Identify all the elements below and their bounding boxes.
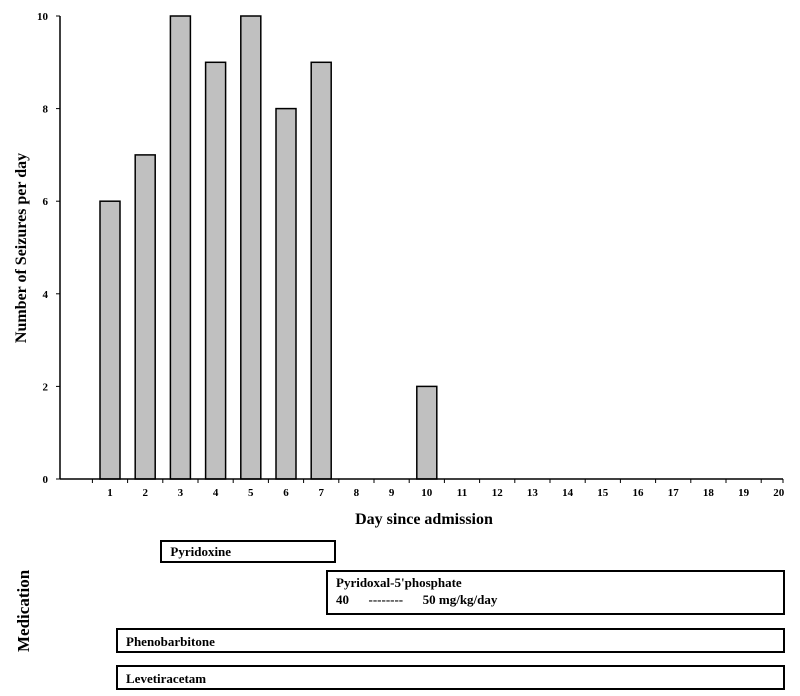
x-tick-label: 18 bbox=[702, 487, 714, 499]
x-tick-label: 4 bbox=[212, 487, 219, 499]
medication-label: Phenobarbitone bbox=[126, 634, 215, 649]
x-tick-label: 2 bbox=[142, 487, 148, 499]
y-tick-label: 10 bbox=[37, 11, 48, 23]
x-tick-label: 19 bbox=[738, 487, 750, 499]
x-tick-label: 17 bbox=[667, 487, 679, 499]
x-tick-label: 7 bbox=[318, 487, 324, 499]
x-tick-label: 11 bbox=[456, 487, 468, 499]
bar-day-5 bbox=[241, 16, 261, 479]
x-tick-label: 14 bbox=[562, 487, 574, 499]
y-tick-labels bbox=[37, 11, 49, 486]
bar-day-7 bbox=[311, 62, 331, 479]
medication-label: Pyridoxine bbox=[170, 544, 232, 559]
x-tick-label: 13 bbox=[526, 487, 538, 499]
x-tick-labels bbox=[107, 487, 785, 499]
y-tick-label: 2 bbox=[42, 381, 48, 394]
medication-bar-phenobarbitone bbox=[116, 628, 785, 653]
y-axis-title: Number of Seizures per day bbox=[13, 152, 30, 344]
bars-group bbox=[100, 16, 437, 479]
x-tick-label: 20 bbox=[773, 487, 785, 499]
bar-day-6 bbox=[276, 109, 296, 479]
x-tick-label: 12 bbox=[491, 487, 503, 499]
medication-label: Levetiracetam bbox=[126, 671, 207, 686]
x-tick-label: 6 bbox=[283, 487, 289, 499]
medication-bar-levetiracetam bbox=[116, 665, 785, 690]
bar-day-1 bbox=[100, 201, 120, 479]
medication-bar-pyridoxine bbox=[160, 540, 336, 563]
x-axis-title: Day since admission bbox=[355, 511, 493, 528]
medication-title: Medication bbox=[14, 569, 33, 652]
x-tick-label: 1 bbox=[107, 487, 113, 499]
bar-day-4 bbox=[206, 62, 226, 479]
y-tick-label: 6 bbox=[42, 196, 48, 209]
y-tick-label: 8 bbox=[42, 103, 48, 116]
x-tick-label: 15 bbox=[597, 487, 609, 499]
x-tick-label: 9 bbox=[388, 487, 395, 499]
x-tick-label: 5 bbox=[248, 487, 254, 499]
x-tick-label: 3 bbox=[177, 487, 184, 499]
medication-dose: 40 -------- 50 mg/kg/day bbox=[336, 592, 498, 607]
x-tick-label: 8 bbox=[353, 487, 360, 499]
bar-day-10 bbox=[417, 386, 437, 479]
x-tick-label: 16 bbox=[632, 487, 644, 499]
y-tick-label: 4 bbox=[42, 288, 48, 301]
y-tick-label: 0 bbox=[42, 474, 48, 486]
medication-label: Pyridoxal-5'phosphate bbox=[336, 575, 462, 590]
bar-day-3 bbox=[170, 16, 190, 479]
medication-bar-pyridoxal-5-phosphate bbox=[326, 570, 785, 615]
x-tick-label: 10 bbox=[421, 487, 433, 499]
bar-day-2 bbox=[135, 155, 155, 479]
